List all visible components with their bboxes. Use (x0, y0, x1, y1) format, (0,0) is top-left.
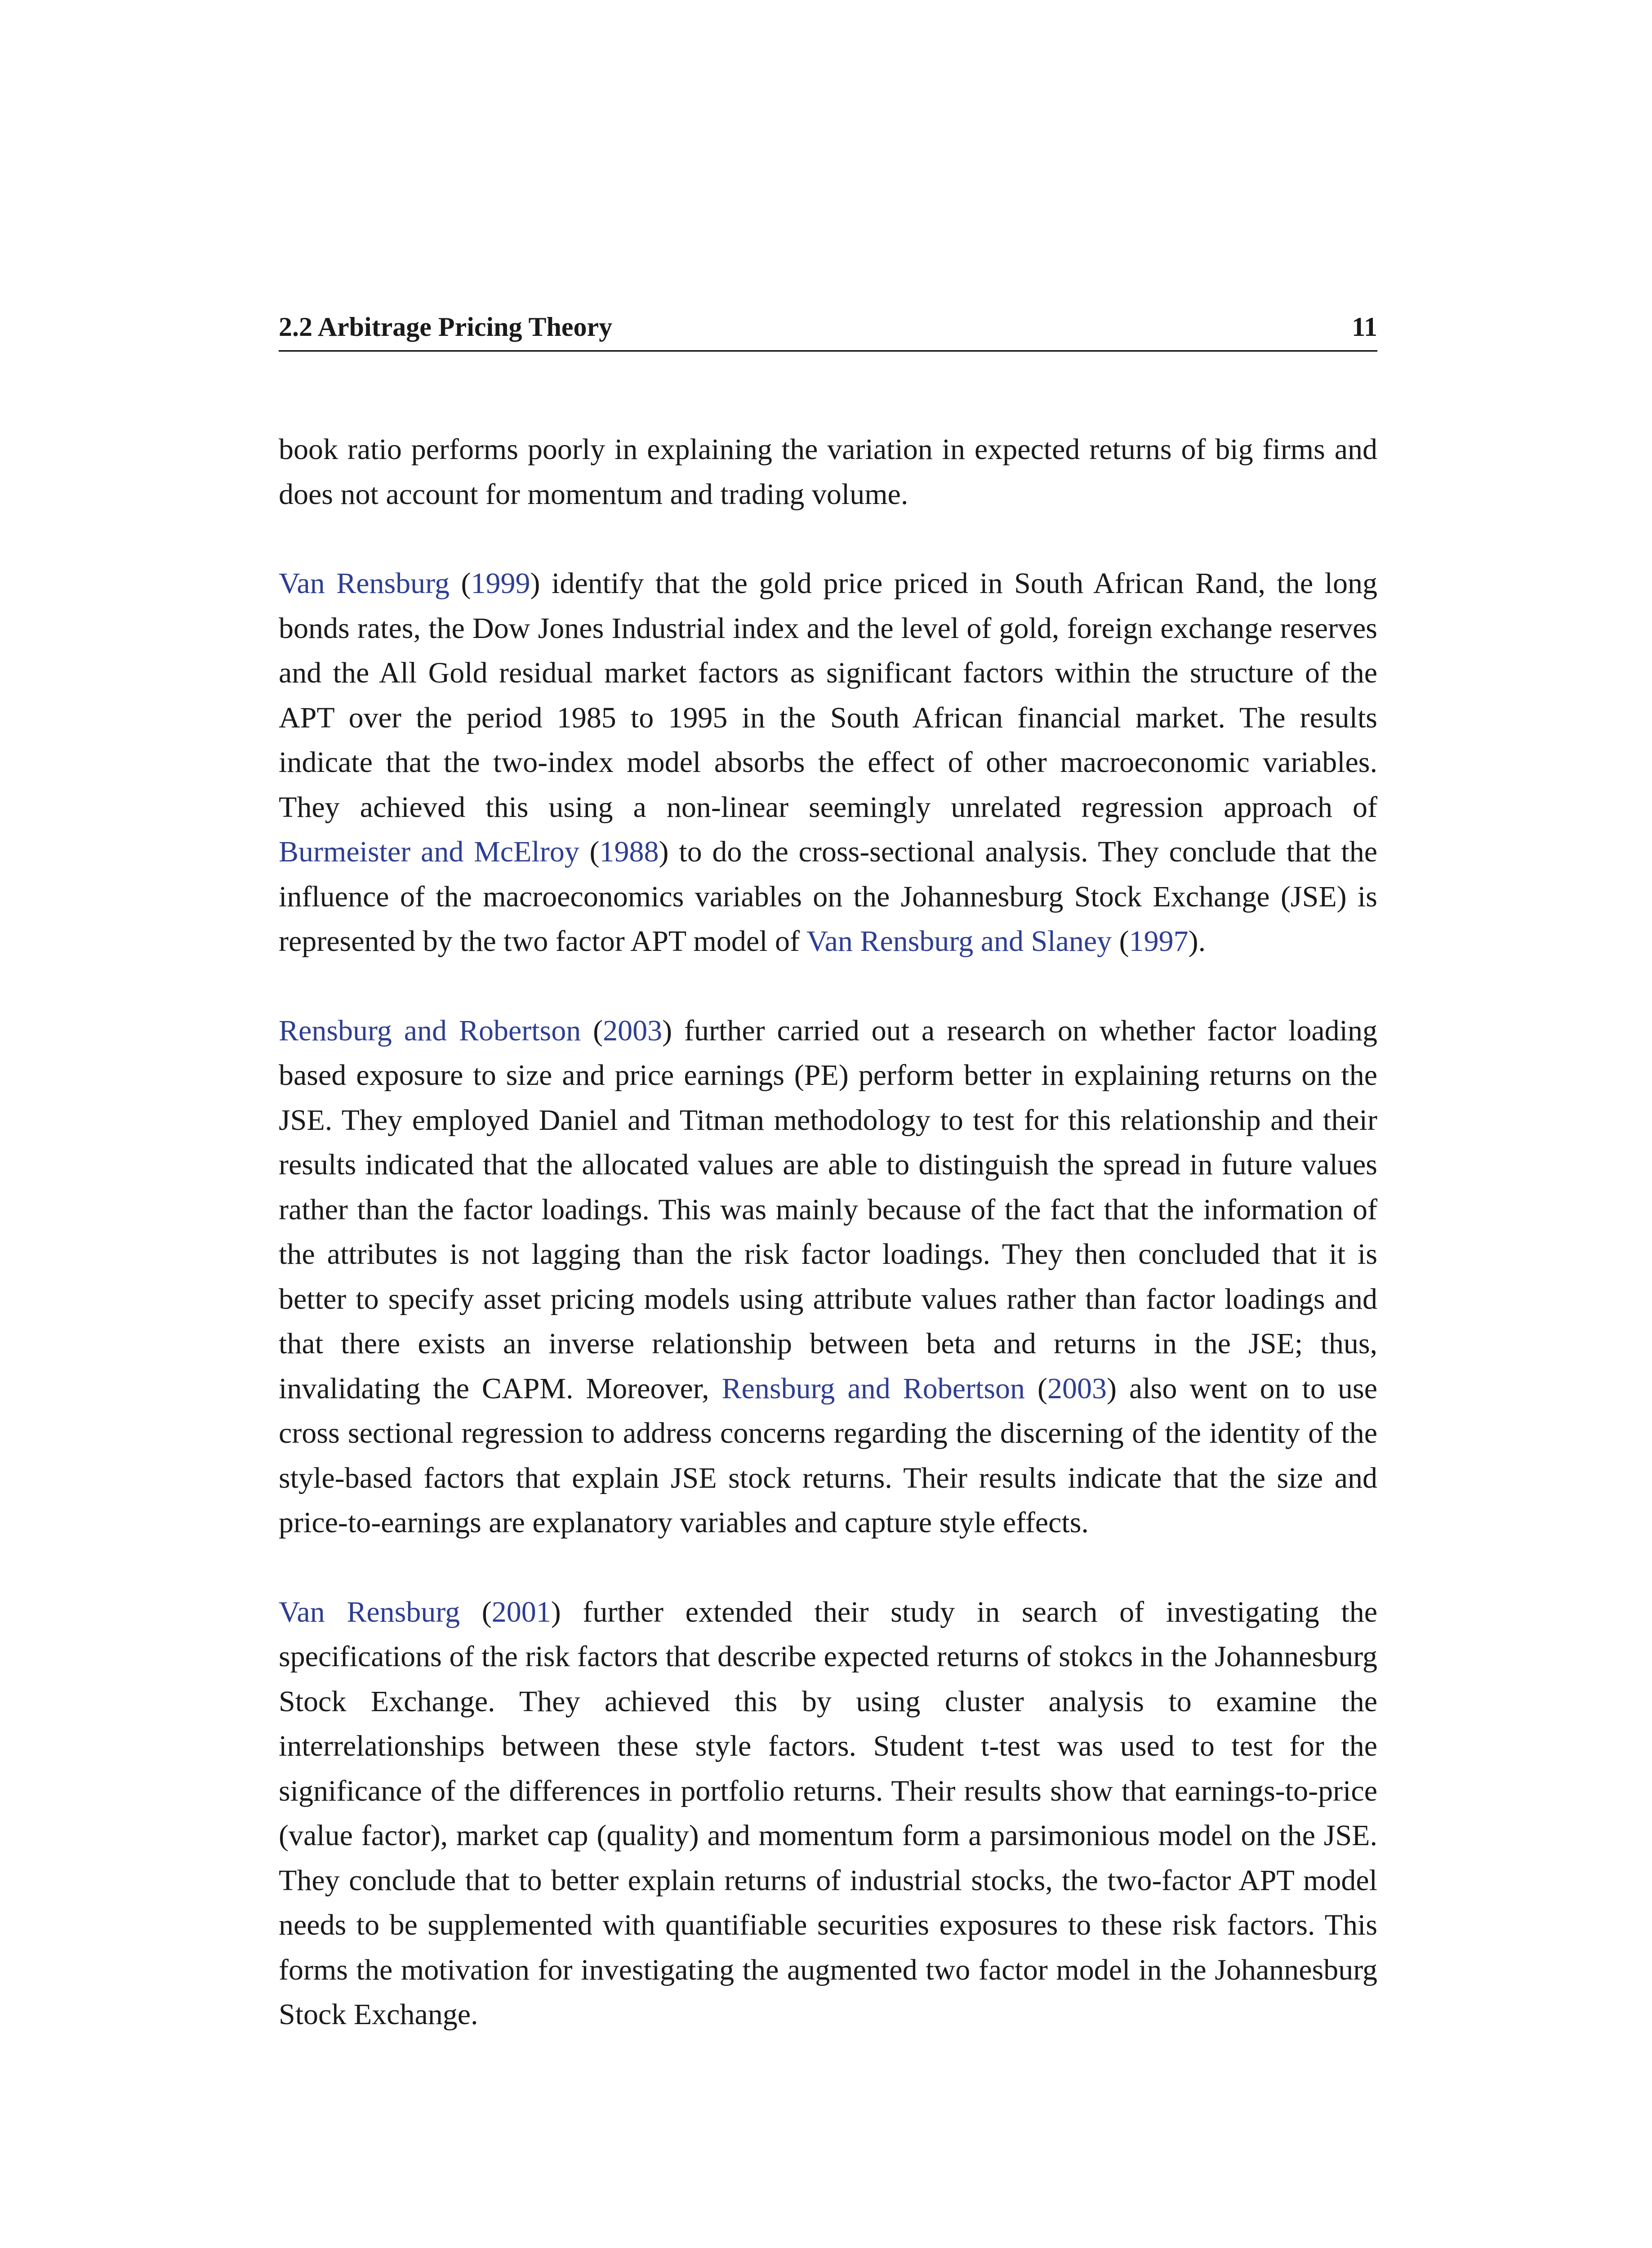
paragraph-2 (279, 561, 1377, 964)
paragraph-3 (279, 1008, 1377, 1545)
citation-year-link[interactable]: 2003 (603, 1014, 663, 1047)
body-text (279, 427, 1377, 2082)
citation-year-link[interactable]: 1988 (599, 835, 659, 868)
text-run: ) further extended their study in search of investigating the specifications of the risk factors that describe expected returns of stokcs in the Johannesburg Stock Exchange. They achieved this by using cluster analysis to examine the interrelationships between these style factors. Student t-test was used to test for the significance of the differences in portfolio returns. Their results show that earnings-to-price (value factor), market cap (quality) and momentum form a parsimonious model on the JSE. They conclude that to better explain returns of industrial stocks, the two-factor APT model needs to be supplemented with quantifiable securities exposures to these risk factors. This forms the motivation for investigating the augmented two factor model in the Johannesburg Stock Exchange. (279, 1595, 1377, 2031)
citation-author-link[interactable]: Van Rensburg and Slaney (806, 925, 1112, 958)
citation-year-link[interactable]: 2003 (1047, 1372, 1107, 1405)
section-title: 2.2 Arbitrage Pricing Theory (279, 312, 613, 342)
text-run: ). (1188, 925, 1206, 958)
running-header (279, 310, 1377, 352)
citation-year-link[interactable]: 1999 (471, 567, 530, 600)
paragraph-4 (279, 1590, 1377, 2037)
paragraph-1 (279, 427, 1377, 517)
text-run: ( (579, 835, 600, 868)
text-run: ( (1112, 925, 1129, 958)
text-run: ( (1025, 1372, 1048, 1405)
page-number: 11 (1352, 312, 1377, 342)
text-run: ( (460, 1595, 492, 1628)
text-run: ) identify that the gold price priced in South African Rand, the long bonds rates, the Dow Jones Industrial index and the level of gold, foreign exchange reserves and the All Gold residual market factors as significant factors within the structure of the APT over the period 1985 to 1995 in the South African financial market. The results indicate that the two-index model absorbs the effect of other macroeconomic variables. They achieved this using a non-linear seemingly unrelated regression approach of (279, 567, 1377, 824)
citation-author-link[interactable]: Van Rensburg (279, 567, 450, 600)
citation-year-link[interactable]: 2001 (491, 1595, 551, 1628)
text-run: book ratio performs poorly in explaining the variation in expected returns of big firms and does not account for momentum and trading volume. (279, 433, 1377, 511)
text-run: ) to do the cross-sectional analysis. They conclude that the influence of the macroeconomics variables on the Johannesburg Stock Exchange (JSE) is represented by the two factor APT model of (279, 835, 1378, 958)
citation-author-link[interactable]: Rensburg and Robertson (721, 1372, 1025, 1405)
citation-year-link[interactable]: 1997 (1129, 925, 1189, 958)
text-run: ( (581, 1014, 603, 1047)
citation-author-link[interactable]: Van Rensburg (279, 1595, 460, 1628)
citation-author-link[interactable]: Burmeister and McElroy (279, 835, 579, 868)
citation-author-link[interactable]: Rensburg and Robertson (279, 1014, 581, 1047)
text-run: ) also went on to use cross sectional regression to address concerns regarding the discerning of the identity of the style-based factors that explain JSE stock returns. Their results indicate that the size and price-to-earnings are explanatory variables and capture style effects. (279, 1372, 1377, 1539)
text-run: ( (449, 567, 471, 600)
text-run: ) further carried out a research on whether factor loading based exposure to size and price earnings (PE) perform better in explaining returns on the JSE. They employed Daniel and Titman methodology to test for this relationship and their results indicated that the allocated values are able to distinguish the spread in future values rather than the factor loadings. This was mainly because of the fact that the information of the attributes is not lagging than the risk factor loadings. They then concluded that it is better to specify asset pricing models using attribute values rather than factor loadings and that there exists an inverse relationship between beta and returns in the JSE; thus, invalidating the CAPM. Moreover, (279, 1014, 1377, 1405)
